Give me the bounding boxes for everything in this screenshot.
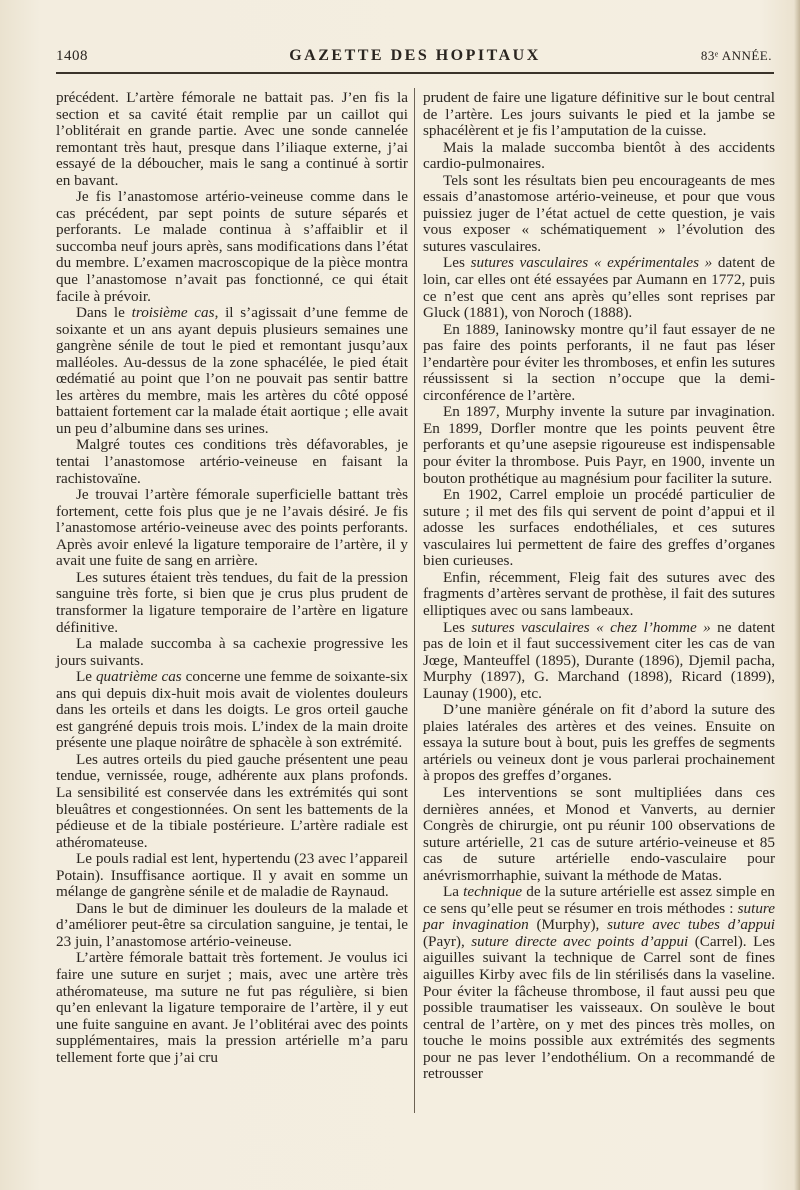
paragraph [423,322,775,405]
paragraph [423,140,775,173]
text-run: de la suture artérielle est assez simple en ce sens qu’elle peut se résumer en trois méthodes : [423,883,775,917]
paragraph [423,702,775,785]
column-divider [414,88,415,1113]
paragraph [56,752,408,851]
text-run: La [443,883,464,901]
text-run: Dans le [76,304,132,322]
journal-title: GAZETTE DES HOPITAUX [289,47,541,64]
italic-text: quatrième cas [95,668,182,686]
text-run: Les sutures étaient très tendues, du fait de la pression sanguine très forte, si bien que je crus plus prudent de transformer la ligature temporaire de l’artère en ligature définitive. [56,568,408,636]
text-run: Les interventions se sont multipliées dans ces dernières années, et Monod et Vanverts, au dernier Congrès de chirurgie, ont pu réunir 100 observations de suture artérielle, 21 cas de suture artério-veineuse et 85 cas de suture artérielle endo-vasculaire pour anévrismorrhaphie, suivant la méthode de Matas. [423,783,775,884]
text-run: Le [76,668,96,686]
paragraph [56,487,408,570]
year-label: 83ᵉ ANNÉE. [700,48,772,63]
text-run: Les [443,618,472,636]
text-run: Tels sont les résultats bien peu encourageants de mes essais d’anastomose artério-veineuse, et pour que vous puissiez juger de l’état actuel de cette question, je vais vous exposer « schématiquement » l’évolution des sutures vasculaires. [423,171,775,255]
text-run: Je trouvai l’artère fémorale superficielle battant très fortement, cette fois plus que je ne l’avais désiré. Je fis l’anastomose artério-veineuse avec des points perforants. Après avoir enlevé la ligature temporaire de l’artère, il y avait une fuite de sang en arrière. [56,486,408,570]
text-run: La malade succomba à sa cachexie progressive les jours suivants. [56,635,408,669]
page-header [56,45,774,71]
paragraph [56,189,408,305]
paragraph [423,90,775,140]
text-run: Enfin, récemment, Fleig fait des sutures avec des fragments d’artères servant de prothèse, il fait des sutures elliptiques avec ou sans lambeaux. [423,568,775,619]
text-run: (Payr), [423,932,472,950]
paragraph [423,620,775,703]
italic-text: sutures vasculaires « chez l’homme » [471,618,711,636]
text-run: Les [443,254,471,272]
text-run: Le pouls radial est lent, hypertendu (23 avec l’appareil Potain). Insuffisance aortique. Il y avait en somme un mélange de gangrène sénile et de maladie de Raynaud. [56,850,408,901]
header-rule [56,72,774,74]
left-column [56,90,408,1066]
paragraph [56,90,408,189]
page-edge-shadow [794,0,800,1190]
text-run: précédent. L’artère fémorale ne battait pas. J’en fis la section et sa cavité était remplie par un caillot qui l’oblitérait en grande partie. Avec une sonde cannelée remontant très haut, presque dans l’iliaque externe, j’ai essayé de la déboucher, mais le sang a continué à sortir en bavant. [56,89,408,189]
paragraph [423,255,775,321]
text-run: prudent de faire une ligature définitive sur le bout central de l’artère. Les jours suivants le pied et la jambe se sphacélèrent et je fis l’amputation de la cuisse. [423,89,775,140]
paragraph [56,901,408,951]
paragraph [56,851,408,901]
paragraph [423,570,775,620]
paragraph [56,636,408,669]
text-run: L’artère fémorale battait très fortement. Je voulus ici faire une suture en surjet ; mais, avec une artère très athéromateuse, ma suture ne fut pas régulière, si bien qu’en enlevant la ligature temporaire de l’artère, il y eut une fuite sanguine en avant. Je l’oblitérai avec des points supplémentaires, mais la pression artérielle m’a paru tellement forte que j’ai cru [56,949,408,1066]
paragraph [423,785,775,884]
text-run: Dans le but de diminuer les douleurs de la malade et d’améliorer peut-être sa circulation sanguine, je tentai, le 23 juin, l’anastomose artério-veineuse. [56,899,408,950]
paragraph [56,437,408,487]
paragraph [56,669,408,752]
right-column [423,90,775,1083]
page-number: 1408 [56,48,88,64]
text-run: concerne une femme de soixante-six ans qui depuis dix-huit mois avait de violentes douleurs dans les orteils et dans les doigts. Le gros orteil gauche est gangréné depuis trois mois. L’index de la main droite présente une plaque noirâtre de sphacèle à son extrémité. [56,668,408,752]
paragraph [423,487,775,570]
text-run: ne datent pas de loin et il faut successivement citer les cas de van Jœge, Manteuffel (1895), Durante (1896), Djemil pacha, Murphy (1897), G. Marchand (1898), Ricard (1899), Launay (1900), etc. [423,618,775,702]
paragraph [56,950,408,1066]
italic-text: suture par invagination [423,899,775,934]
italic-text: suture directe avec points d’appui [471,932,689,950]
text-run: Malgré toutes ces conditions très défavorables, je tentai l’anastomose artério-veineuse en faisant la rachistovaïne. [56,436,408,487]
text-run: (Carrel). Les aiguilles suivant la technique de Carrel sont de fines aiguilles Kirby avec fils de lin stérilisés dans la vaseline. Pour éviter la fâcheuse thrombose, il faut aussi peu que possible traumatiser les vaisseaux. On soulève le bout central de l’artère, on y met des pinces très molles, on touche le moins possible aux extrémités des segments pour ne pas lever l’endothélium. On a recommandé de retrousser [423,932,775,1083]
paragraph [423,884,775,1083]
italic-text: suture avec tubes d’appui [607,916,776,934]
text-run: Les autres orteils du pied gauche présentent une peau tendue, vernissée, rouge, adhérente aux plans profonds. La sensibilité est conservée dans les extrémités qui sont bleuâtres et congestionnées. On sent les battements de la pédieuse et de la tibiale postérieure. L’artère radiale est athéromateuse. [56,750,408,851]
italic-text: technique [463,883,523,901]
italic-text: sutures vasculaires « expérimentales » [470,254,713,272]
paragraph [56,305,408,437]
text-run: En 1897, Murphy invente la suture par invagination. En 1899, Dorfler montre que les points peuvent être perforants et qu’une asepsie rigoureuse est indispensable pour éviter la thrombose. Puis Payr, en 1900, invente un bouton prothétique au magnésium pour faciliter la suture. [423,403,775,487]
paragraph [423,173,775,256]
text-run: , il s’agissait d’une femme de soixante et un ans ayant depuis plusieurs semaines une gangrène sénile de tout le pied et remontant jusqu’aux malléoles. Au-dessus de la zone sphacélée, le pied était œdématié au point que l’on ne pouvait pas sentir battre les artères du membre, mais les artères du côté opposé battaient fortement car la malade était aortique ; elle avait un peu d’albumine dans ses urines. [56,304,408,437]
text-run: D’une manière générale on fit d’abord la suture des plaies latérales des artères et des veines. Ensuite on essaya la suture bout à bout, puis les greffes de segments artériels ou veineux dont je vous parlerai prochainement à propos des greffes d’organes. [423,701,775,785]
text-run: datent de loin, car elles ont été essayées par Aumann en 1772, puis ce n’est que cent ans après qu’elles sont reprises par Gluck (1881), von Noroch (1888). [423,254,775,322]
paragraph [56,570,408,636]
text-run: Mais la malade succomba bientôt à des accidents cardio-pulmonaires. [423,138,775,173]
paragraph [423,404,775,487]
text-run: En 1902, Carrel emploie un procédé particulier de suture ; il met des fils qui servent de point d’appui et il adosse les surfaces endothéliales, et ces sutures vasculaires lui permettent de faire des greffes d’organes bien curieuses. [423,486,775,570]
italic-text: troisième cas [131,304,215,322]
text-run: Je fis l’anastomose artério-veineuse comme dans le cas précédent, par sept points de suture séparés et perforants. Le malade continua à s’affaiblir et il succomba neuf jours après, sans modifications dans l’état du membre. L’examen macroscopique de la pièce montra que l’anastomose n’avait pas fonctionné, ce qui était facile à prévoir. [56,188,408,305]
text-run: En 1889, Ianinowsky montre qu’il faut essayer de ne pas faire des points perforants, il ne faut pas léser l’endartère pour éviter les thromboses, et enfin les sutures réussissent si la section n’occupe que la demi-circonférence de l’artère. [423,320,775,404]
text-run: (Murphy), [528,916,608,934]
